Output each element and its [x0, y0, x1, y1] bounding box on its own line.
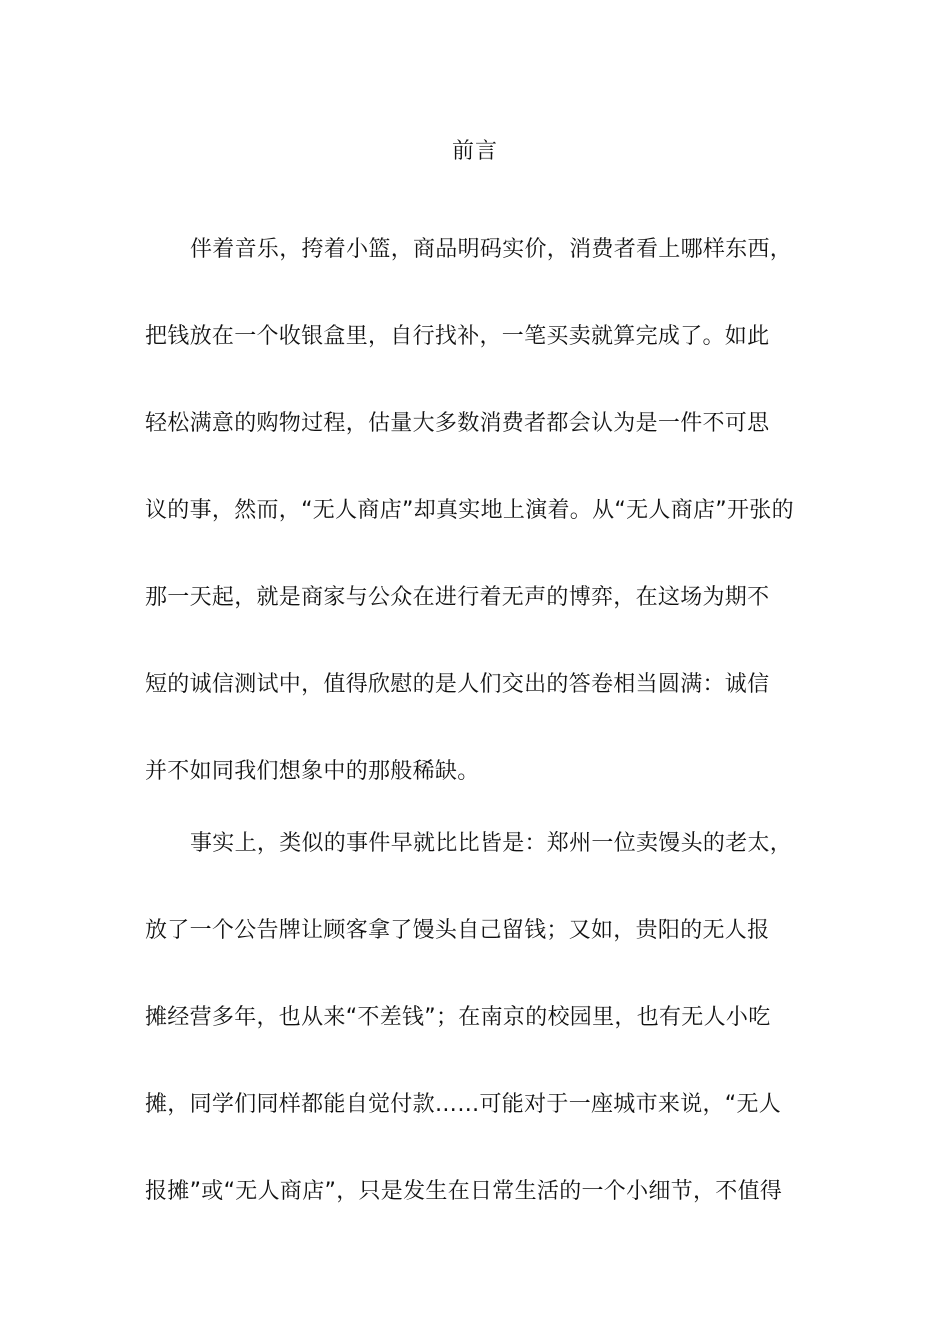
paragraph-1-line-5: 那一天起，就是商家与公众在进行着无声的博弈，在这场为期不	[145, 585, 770, 610]
paragraph-2-line-2: 放了一个公告牌让顾客拿了馒头自己留钱；又如，贵阳的无人报	[145, 918, 770, 943]
paragraph-1-line-3: 轻松满意的购物过程，估量大多数消费者都会认为是一件不可思	[145, 411, 770, 436]
paragraph-1-line-6: 短的诚信测试中，值得欣慰的是人们交出的答卷相当圆满：诚信	[145, 672, 770, 697]
paragraph-1-line-1: 伴着音乐，挎着小篮，商品明码实价，消费者看上哪样东西，	[190, 237, 793, 262]
paragraph-1-line-2: 把钱放在一个收银盒里，自行找补，一笔买卖就算完成了。如此	[145, 324, 770, 349]
page-title: 前言	[451, 139, 498, 164]
paragraph-2-line-5: 报摊”或“无人商店”，只是发生在日常生活的一个小细节，不值得	[145, 1179, 783, 1204]
paragraph-1-line-7: 并不如同我们想象中的那般稀缺。	[145, 759, 480, 784]
paragraph-2-line-3: 摊经营多年，也从来“不差钱”；在南京的校园里，也有无人小吃	[145, 1005, 771, 1030]
paragraph-2-line-1: 事实上，类似的事件早就比比皆是：郑州一位卖馒头的老太，	[190, 831, 793, 856]
paragraph-2-line-4: 摊，同学们同样都能自觉付款……可能对于一座城市来说，“无人	[145, 1092, 782, 1117]
paragraph-1-line-4: 议的事，然而，“无人商店”却真实地上演着。从“无人商店”开张的	[145, 498, 794, 523]
